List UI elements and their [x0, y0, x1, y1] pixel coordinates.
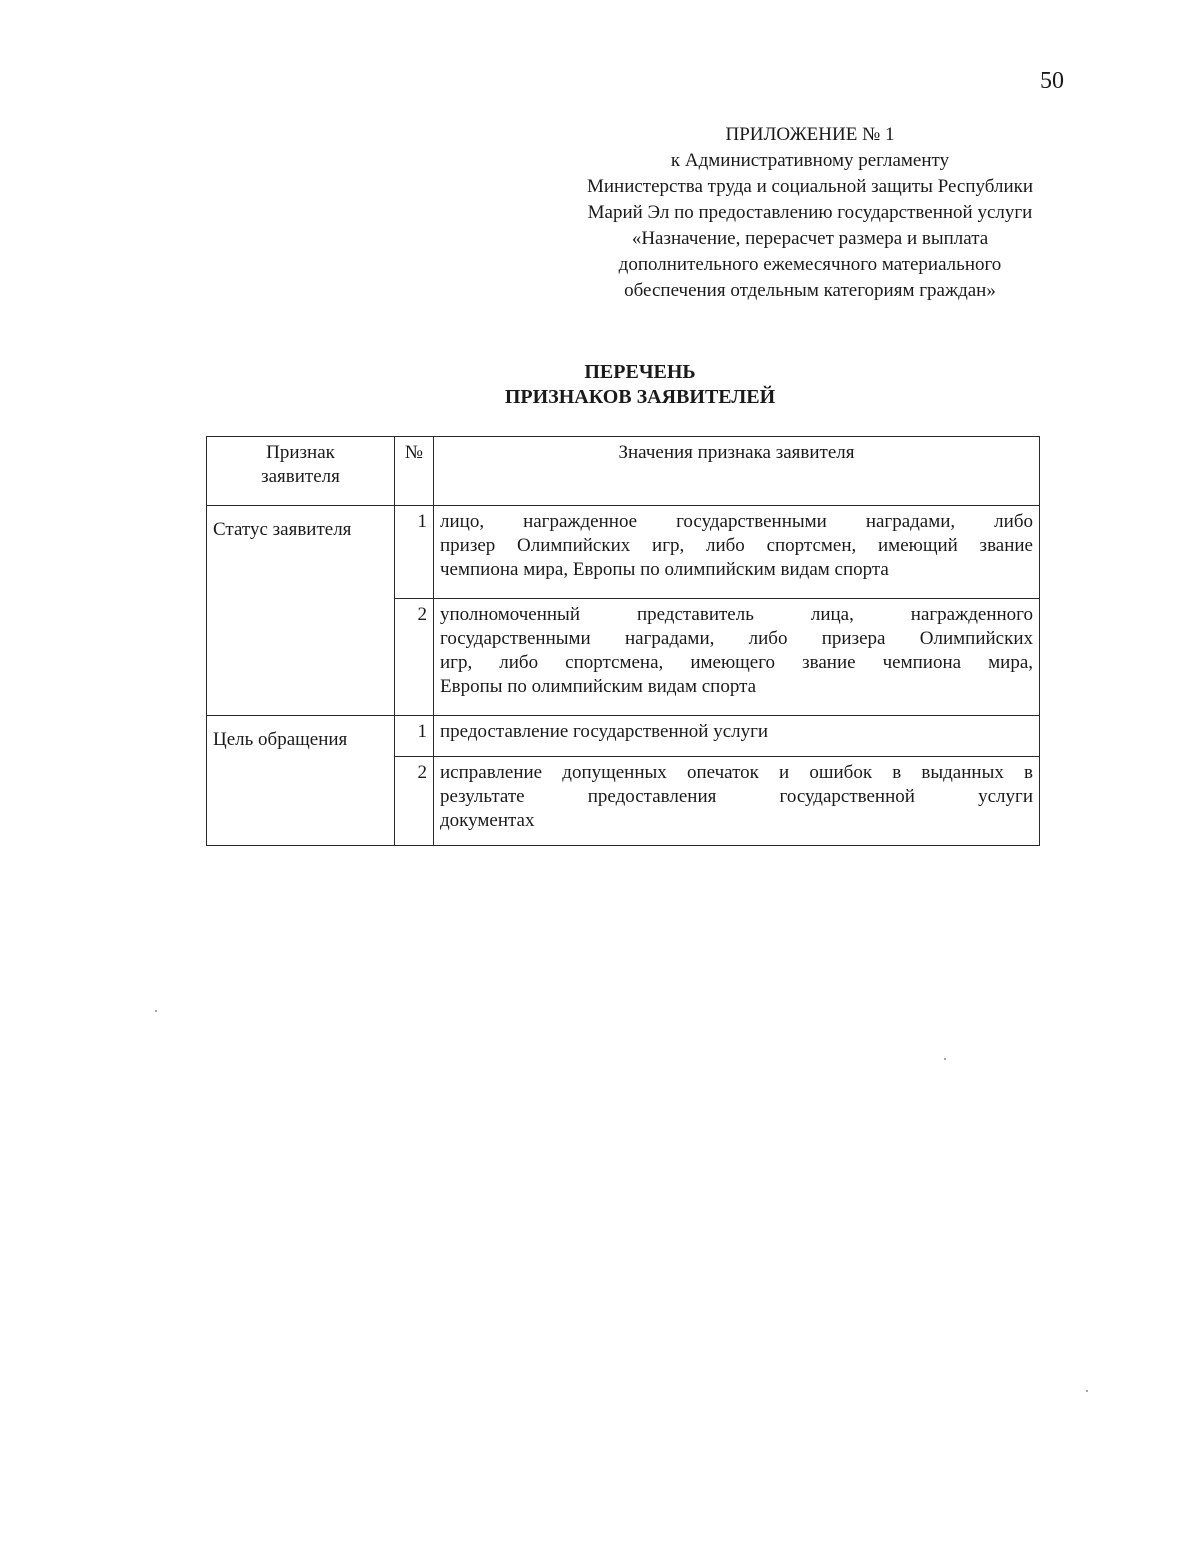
value-line: государственными наградами, либо призера Олимпийских	[440, 628, 1033, 649]
appendix-heading: ПРИЛОЖЕНИЕ № 1	[725, 124, 895, 145]
applicant-signs-table	[206, 436, 1040, 846]
sign-cell: Цель обращения	[207, 716, 395, 846]
header-values: Значения признака заявителя	[434, 437, 1040, 506]
value-line: уполномоченный представитель лица, награжденного	[440, 604, 1033, 625]
appendix-line: обеспечения отдельным категориям граждан»	[624, 280, 996, 301]
appendix-header	[540, 122, 1080, 304]
value-cell	[434, 716, 1040, 757]
title-line-2: ПРИЗНАКОВ ЗАЯВИТЕЛЕЙ	[504, 386, 776, 408]
scan-speck	[944, 1058, 946, 1060]
appendix-line: дополнительного ежемесячного материального	[618, 254, 1002, 275]
scan-speck	[1086, 1390, 1088, 1392]
sign-cell: Статус заявителя	[207, 506, 395, 716]
row-number: 2	[395, 757, 434, 846]
appendix-line: к Административному регламенту	[670, 150, 950, 171]
value-line: документах	[440, 810, 535, 831]
table-row	[207, 506, 1040, 599]
header-sign	[207, 437, 395, 506]
appendix-line: Марий Эл по предоставлению государственной услуги	[587, 202, 1033, 223]
value-line: лицо, награжденное государственными наградами, либо	[440, 511, 1033, 532]
value-line: результате предоставления государственной услуги	[440, 786, 1033, 807]
row-number: 1	[395, 716, 434, 757]
row-number: 2	[395, 599, 434, 716]
header-sign-line: заявителя	[261, 466, 340, 487]
value-cell	[434, 599, 1040, 716]
title-line-1: ПЕРЕЧЕНЬ	[584, 361, 696, 383]
appendix-line: «Назначение, перерасчет размера и выплата	[631, 228, 989, 249]
page-number: 50	[1040, 68, 1064, 94]
header-number: №	[395, 437, 434, 506]
scan-speck	[155, 1010, 157, 1012]
row-number: 1	[395, 506, 434, 599]
table-header-row	[207, 437, 1040, 506]
value-line: Европы по олимпийским видам спорта	[440, 676, 757, 697]
header-sign-line: Признак	[266, 442, 335, 463]
value-line: предоставление государственной услуги	[440, 721, 769, 742]
value-cell	[434, 757, 1040, 846]
value-line: чемпиона мира, Европы по олимпийским видам спорта	[440, 559, 889, 580]
value-line: исправление допущенных опечаток и ошибок в выданных в	[440, 762, 1033, 783]
appendix-line: Министерства труда и социальной защиты Республики	[586, 176, 1034, 197]
value-line: игр, либо спортсмена, имеющего звание чемпиона мира,	[440, 652, 1033, 673]
table-row	[207, 716, 1040, 757]
value-line: призер Олимпийских игр, либо спортсмен, имеющий звание	[440, 535, 1033, 556]
value-cell	[434, 506, 1040, 599]
document-title	[400, 360, 880, 410]
